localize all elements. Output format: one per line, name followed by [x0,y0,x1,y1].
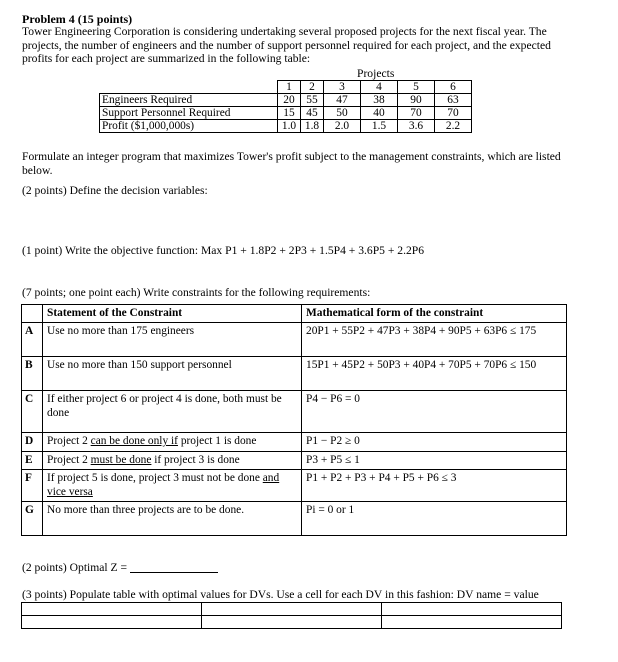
table-row [22,616,562,629]
math-header: Mathematical form of the constraint [302,305,567,323]
constraints-header-row [22,305,567,323]
dv-answer-table [21,602,562,629]
table-row: Support Personnel Required 15 45 50 40 70 70 [100,107,472,120]
table-row [22,433,567,451]
table-row: Engineers Required 20 55 47 38 90 63 [100,94,472,107]
constraints-prompt: (7 points; one point each) Write constraints for the following requirements: [22,286,371,299]
constraint-statement: Use no more than 150 support personnel [43,357,302,391]
constraint-statement: Project 2 can be done only if project 1 is done [43,433,302,451]
constraint-letter: E [22,451,43,469]
project-number: 5 [398,81,435,94]
constraint-statement: If either project 6 or project 4 is done, both must be done [43,391,302,433]
problem-intro: Tower Engineering Corporation is considering undertaking several proposed projects for the next fiscal year. The projects, the number of engineers and the number of support personnel required for each project, and the expected profits for each project are summarized in the following table: [22,25,551,66]
row-label: Profit ($1,000,000s) [100,120,278,133]
constraint-math[interactable]: P4 − P6 = 0 [302,391,567,433]
constraint-statement: Project 2 must be done if project 3 is done [43,451,302,469]
table-row: Profit ($1,000,000s) 1.0 1.8 2.0 1.5 3.6 2.2 [100,120,472,133]
constraint-math[interactable]: 15P1 + 45P2 + 50P3 + 40P4 + 70P5 + 70P6 ≤ 150 [302,357,567,391]
constraint-statement: No more than three projects are to be done. [43,502,302,536]
table-row [22,357,567,391]
constraint-math[interactable]: P1 − P2 ≥ 0 [302,433,567,451]
objective-function: (1 point) Write the objective function: Max P1 + 1.8P2 + 2P3 + 1.5P4 + 3.6P5 + 2.2P6 [22,244,425,257]
dv-cell[interactable] [202,616,382,629]
row-label: Support Personnel Required [100,107,278,120]
dv-cell[interactable] [22,616,202,629]
constraint-statement: Use no more than 175 engineers [43,323,302,357]
constraint-math[interactable]: P1 + P2 + P3 + P4 + P5 + P6 ≤ 3 [302,470,567,502]
project-number: 2 [301,81,324,94]
constraint-letter: B [22,357,43,391]
optimal-z-answer-line[interactable] [130,572,218,573]
statement-header: Statement of the Constraint [43,305,302,323]
row-label: Engineers Required [100,94,278,107]
constraint-math[interactable]: P3 + P5 ≤ 1 [302,451,567,469]
constraint-statement: If project 5 is done, project 3 must not be done and vice versa [43,470,302,502]
project-number: 4 [361,81,398,94]
projects-header: Projects [357,67,395,80]
table-row [22,451,567,469]
constraint-letter: A [22,323,43,357]
projects-table [99,80,472,133]
table-row [22,323,567,357]
dv-cell[interactable] [22,603,202,616]
project-number: 3 [324,81,361,94]
optimal-z-prompt: (2 points) Optimal Z = [22,561,128,574]
table-row [22,470,567,502]
formulate-instruction: Formulate an integer program that maximizes Tower's profit subject to the management constraints, which are listed below. [22,150,561,177]
constraint-math[interactable]: 20P1 + 55P2 + 47P3 + 38P4 + 90P5 + 63P6 ≤ 175 [302,323,567,357]
table-row [22,502,567,536]
dv-cell[interactable] [382,603,562,616]
constraint-letter: C [22,391,43,433]
dv-cell[interactable] [202,603,382,616]
projects-number-row [100,81,472,94]
define-variables-prompt: (2 points) Define the decision variables: [22,184,208,197]
table-row [22,391,567,433]
project-number: 6 [435,81,472,94]
constraint-math[interactable]: Pi = 0 or 1 [302,502,567,536]
project-number: 1 [278,81,301,94]
table-row [22,603,562,616]
dv-cell[interactable] [382,616,562,629]
constraint-letter: G [22,502,43,536]
constraint-letter: D [22,433,43,451]
constraint-letter: F [22,470,43,502]
populate-prompt: (3 points) Populate table with optimal values for DVs. Use a cell for each DV in this fashion: DV name = value [22,588,539,601]
constraints-table [21,304,567,536]
problem-title: Problem 4 (15 points) [22,12,133,26]
